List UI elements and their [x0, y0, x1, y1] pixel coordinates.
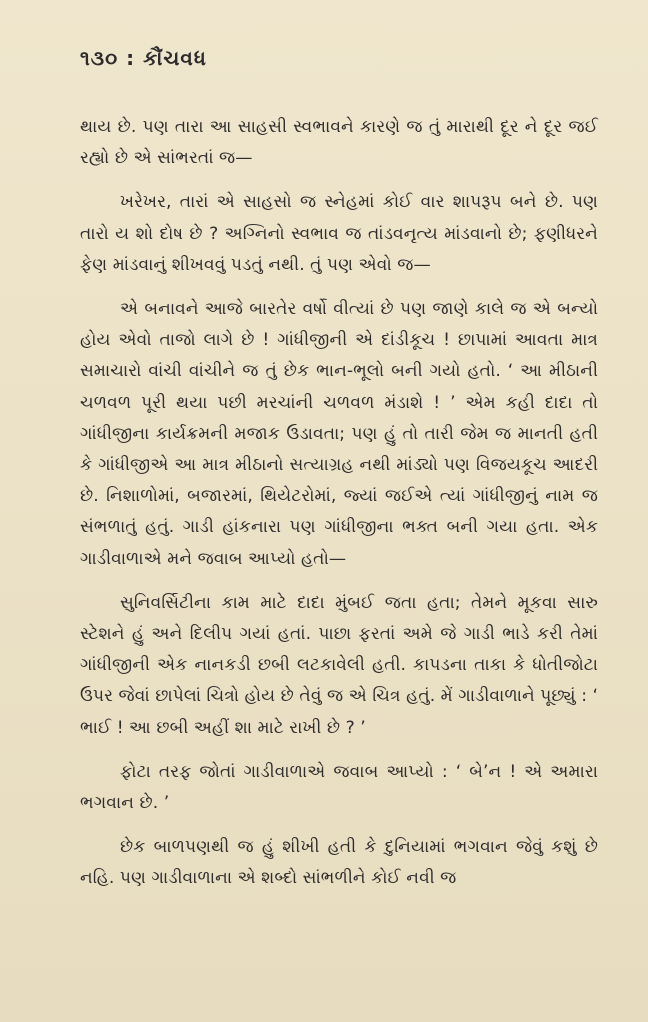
- paragraph-1: થાય છે. પણ તારા આ સાહસી સ્વભાવને કારણે જ તું મારાથી દૂર ને દૂર જઈ રહ્યો છે એ સાંભરતાં જ—: [80, 117, 598, 169]
- paragraph-2: ખરેખર, તારાં એ સાહસો જ સ્નેહમાં કોઈ વાર શાપરૂપ બને છે. પણ તારો ય શો દોષ છે ? અગ્નિનો સ્વભાવ જ તાંડવનૃત્ય માંડવાનો છે; ફણીધરને ફેણ માંડવાનું શીખવવું પડતું નથી. તું પણ એવો જ—: [80, 192, 598, 275]
- running-head: [80, 46, 598, 70]
- paragraph-3: એ બનાવને આજે બારતેર વર્ષો વીત્યાં છે પણ જાણે કાલે જ એ બન્યો હોય એવો તાજો લાગે છે ! ગાંધીજીની એ દાંડીકૂચ ! છાપામાં આવતા માત્ર સમાચારો વાંચી વાંચીને જ તું છેક ભાન-ભૂલો બની ગયો હતો. ‘ આ મીઠાની ચળવળ પૂરી થયા પછી મરચાંની ચળવળ મંડાશે ! ’ એમ કહી દાદા તો ગાંધીજીના કાર્યક્રમની મજાક ઉડાવતા; પણ હું તો તારી જેમ જ માનતી હતી કે ગાંધીજીએ આ માત્ર મીઠાનો સત્યાગ્રહ નથી માંડ્યો પણ વિજયકૂચ આદરી છે. નિશાળોમાં, બજારમાં, થિયેટરોમાં, જ્યાં જઈએ ત્યાં ગાંધીજીનું નામ જ સંભળાતું હતું. ગાડી હાંકનારા પણ ગાંધીજીના ભક્ત બની ગયા હતા. એક ગાડીવાળાએ મને જવાબ આપ્યો હતો—: [80, 299, 598, 569]
- body-text: [80, 112, 598, 895]
- paragraph-4: સુનિવર્સિટીના કામ માટે દાદા મુંબઈ જતા હતા; તેમને મૂકવા સારુ સ્ટેશને હું અને દિલીપ ગયાં હતાં. પાછા ફરતાં અમે જે ગાડી ભાડે કરી તેમાં ગાંધીજીની એક નાનકડી છબી લટકાવેલી હતી. કાપડના તાકા કે ધોતીજોટા ઉપર જેવાં છાપેલાં ચિત્રો હોય છે તેવું જ એ ચિત્ર હતું. મેં ગાડીવાળાને પૂછ્યું : ‘ ભાઈ ! આ છબી અહીં શા માટે રાખી છે ? ’: [80, 592, 598, 738]
- header-separator: :: [126, 46, 136, 70]
- running-title: કૌંચવધ: [143, 46, 207, 70]
- paragraph-6: છેક બાળપણથી જ હું શીખી હતી કે દુનિયામાં ભગવાન જેવું કશું છે નહિ. પણ ગાડીવાળાના એ શબ્દો સાંભળીને કોઈ નવી જ: [80, 837, 598, 889]
- paragraph-5: ફોટા તરફ જોતાં ગાડીવાળાએ જવાબ આપ્યો : ‘ બે’ન ! એ અમારા ભગવાન છે. ’: [80, 761, 598, 814]
- page-number: ૧૩૦: [80, 46, 119, 70]
